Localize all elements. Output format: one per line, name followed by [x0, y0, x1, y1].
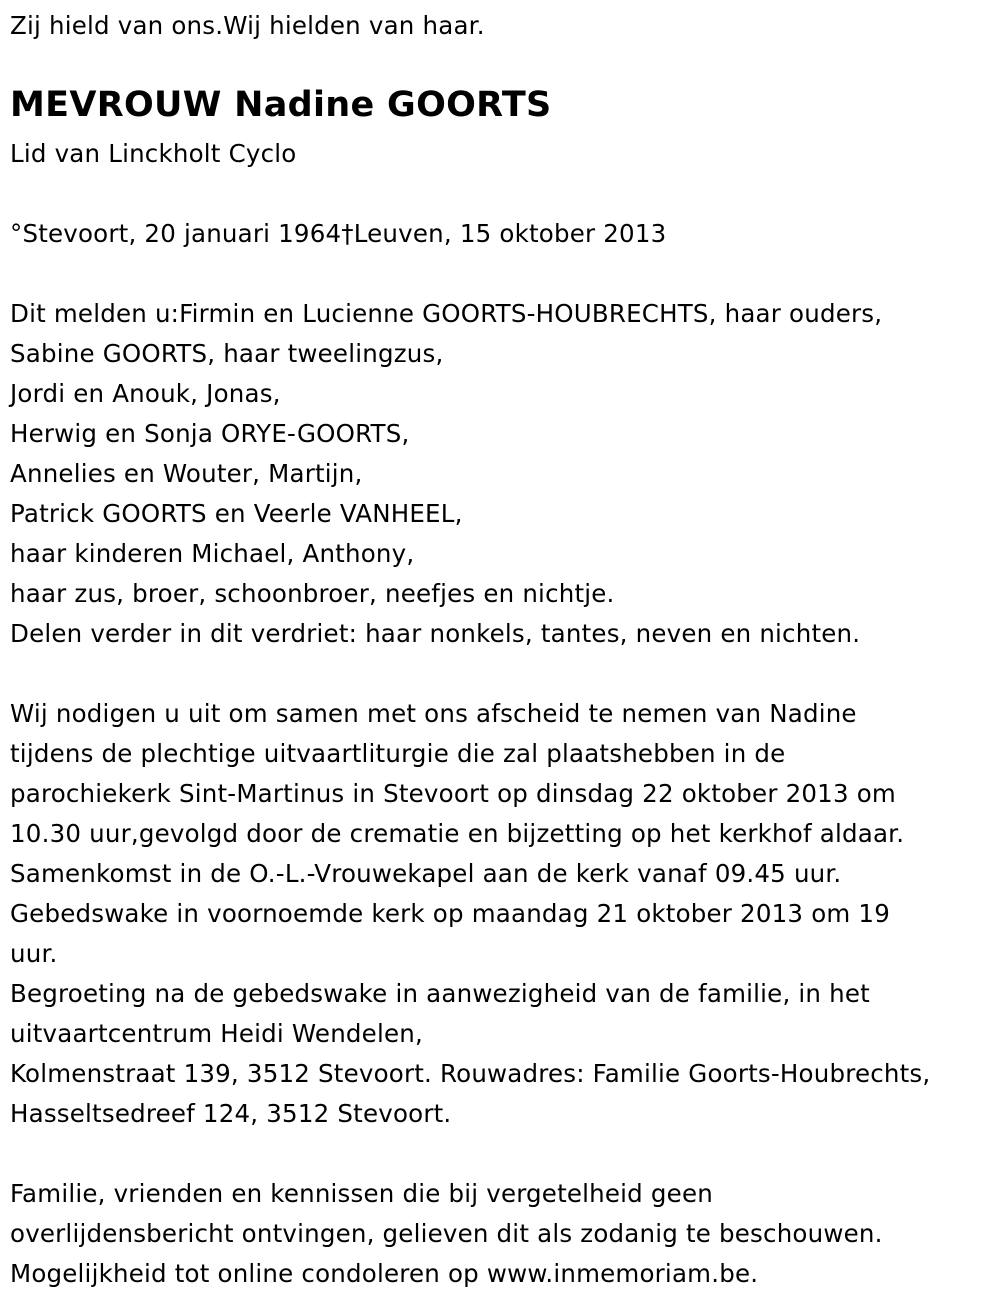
funeral-line: uur.: [10, 939, 58, 968]
funeral-line: parochiekerk Sint-Martinus in Stevoort op dinsdag 22 oktober 2013 om: [10, 779, 896, 808]
family-line: Dit melden u:Firmin en Lucienne GOORTS-HOUBRECHTS, haar ouders,: [10, 299, 883, 328]
motto-text: Zij hield van ons.Wij hielden van haar.: [10, 11, 485, 40]
family-line: haar zus, broer, schoonbroer, neefjes en nichtje.: [10, 579, 615, 608]
membership-text: Lid van Linckholt Cyclo: [10, 139, 297, 168]
family-line: Herwig en Sonja ORYE-GOORTS,: [10, 419, 410, 448]
family-line: Sabine GOORTS, haar tweelingzus,: [10, 339, 444, 368]
funeral-line: Samenkomst in de O.-L.-Vrouwekapel aan de kerk vanaf 09.45 uur.: [10, 859, 842, 888]
family-line: haar kinderen Michael, Anthony,: [10, 539, 415, 568]
funeral-line: Begroeting na de gebedswake in aanwezigheid van de familie, in het: [10, 979, 870, 1008]
funeral-line: Kolmenstraat 139, 3512 Stevoort. Rouwadres: Familie Goorts-Houbrechts,: [10, 1059, 931, 1088]
funeral-line: Wij nodigen u uit om samen met ons afscheid te nemen van Nadine: [10, 699, 857, 728]
funeral-line: Gebedswake in voornoemde kerk op maandag 21 oktober 2013 om 19: [10, 899, 891, 928]
funeral-line: uitvaartcentrum Heidi Wendelen,: [10, 1019, 423, 1048]
family-line: Jordi en Anouk, Jonas,: [10, 379, 281, 408]
family-line: Patrick GOORTS en Veerle VANHEEL,: [10, 499, 463, 528]
notice-line: Mogelijkheid tot online condoleren op www.inmemoriam.be.: [10, 1259, 759, 1288]
life-dates: °Stevoort, 20 januari 1964†Leuven, 15 oktober 2013: [10, 219, 667, 248]
funeral-line: 10.30 uur,gevolgd door de crematie en bijzetting op het kerkhof aldaar.: [10, 819, 905, 848]
funeral-line: tijdens de plechtige uitvaartliturgie die zal plaatshebben in de: [10, 739, 786, 768]
notice-line: overlijdensbericht ontvingen, gelieven dit als zodanig te beschouwen.: [10, 1219, 883, 1248]
funeral-line: Hasseltsedreef 124, 3512 Stevoort.: [10, 1099, 452, 1128]
notice-line: Familie, vrienden en kennissen die bij vergetelheid geen: [10, 1179, 713, 1208]
family-line: Delen verder in dit verdriet: haar nonkels, tantes, neven en nichten.: [10, 619, 861, 648]
deceased-name: MEVROUW Nadine GOORTS: [10, 85, 552, 125]
family-line: Annelies en Wouter, Martijn,: [10, 459, 363, 488]
